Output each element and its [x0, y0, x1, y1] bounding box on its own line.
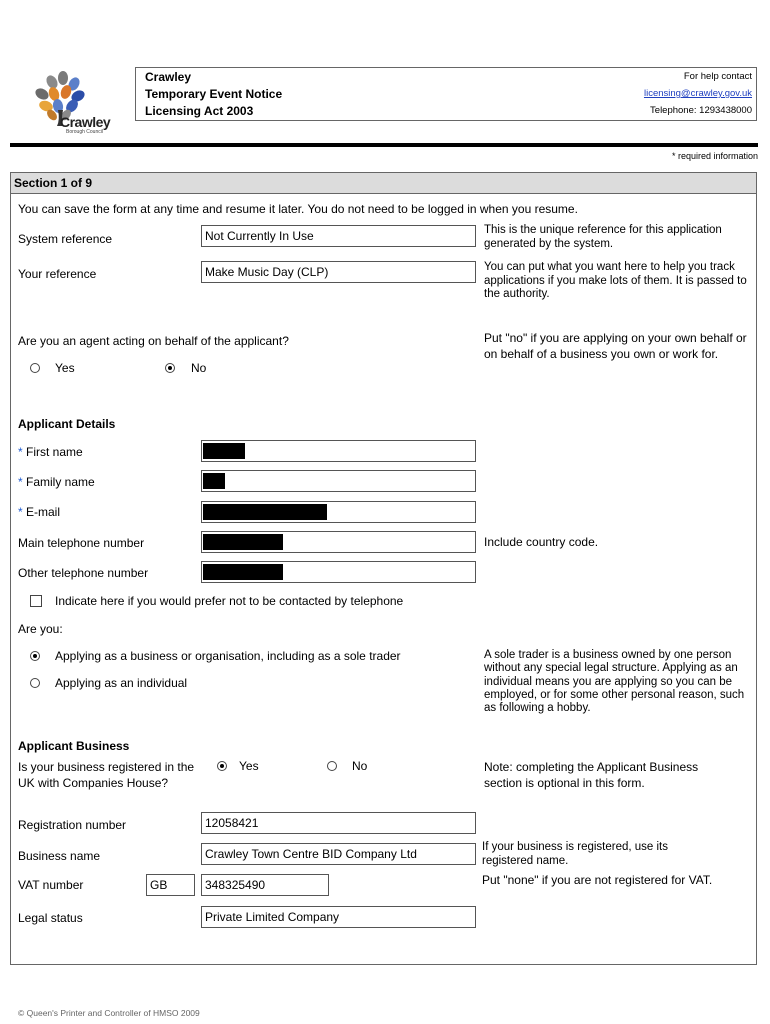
vat-prefix-field[interactable]: GB — [146, 874, 195, 896]
required-asterisk: * — [18, 445, 23, 459]
your-reference-label: Your reference — [18, 267, 97, 281]
email-label-text: E-mail — [26, 505, 61, 519]
required-asterisk: * — [18, 505, 23, 519]
individual-option-radio[interactable] — [30, 678, 40, 688]
agent-yes-radio[interactable] — [30, 363, 40, 373]
act-title: Licensing Act 2003 — [145, 104, 254, 118]
business-name-label: Business name — [18, 849, 101, 863]
registered-no-label: No — [352, 759, 368, 773]
registered-question: Is your business registered in the UK with Companies House? — [18, 760, 195, 790]
business-option-radio[interactable] — [30, 651, 40, 661]
section-intro: You can save the form at any time and resume it later. You do not need to be logged in when you resume. — [18, 202, 578, 216]
system-reference-field[interactable]: Not Currently In Use — [201, 225, 476, 247]
help-email-link[interactable]: licensing@crawley.gov.uk — [643, 88, 752, 99]
vat-help: Put "none" if you are not registered for VAT. — [482, 873, 713, 887]
help-contact-label: For help contact — [683, 71, 752, 82]
section-header-bar — [10, 172, 757, 194]
main-phone-field[interactable] — [201, 531, 476, 553]
legal-status-field[interactable]: Private Limited Company — [201, 906, 476, 928]
no-phone-contact-checkbox[interactable] — [30, 595, 42, 607]
business-option-label: Applying as a business or organisation, including as a sole trader — [55, 649, 401, 663]
redaction-block — [203, 564, 283, 580]
applicant-details-heading: Applicant Details — [18, 417, 116, 431]
family-name-label-text: Family name — [26, 475, 95, 489]
other-phone-label: Other telephone number — [18, 566, 149, 580]
your-reference-help: You can put what you want here to help you track applications if you make lots of them. It is passed to the authority. — [484, 261, 747, 300]
individual-option-label: Applying as an individual — [55, 676, 188, 690]
main-phone-help: Include country code. — [484, 535, 599, 549]
business-name-help: If your business is registered, use its registered name. — [482, 841, 668, 867]
copyright-footer: © Queen's Printer and Controller of HMSO 2009 — [18, 1008, 200, 1018]
council-name: Crawley — [145, 70, 192, 84]
email-label — [18, 505, 60, 519]
redaction-block — [203, 504, 327, 520]
registered-yes-radio[interactable] — [217, 761, 227, 771]
agent-no-label: No — [191, 361, 207, 375]
registered-yes-label: Yes — [239, 759, 259, 773]
first-name-label-text: First name — [26, 445, 83, 459]
section-title: Section 1 of 9 — [14, 176, 93, 190]
applicant-business-heading: Applicant Business — [18, 739, 130, 753]
help-phone: Telephone: 1293438000 — [650, 105, 752, 116]
redaction-block — [203, 534, 283, 550]
registration-number-label: Registration number — [18, 818, 127, 832]
business-note: Note: completing the Applicant Business section is optional in this form. — [484, 760, 699, 790]
agent-question: Are you an agent acting on behalf of the applicant? — [18, 334, 289, 348]
agent-no-radio[interactable] — [165, 363, 175, 373]
system-reference-label: System reference — [18, 232, 113, 246]
agent-yes-label: Yes — [55, 361, 75, 375]
no-phone-contact-label: Indicate here if you would prefer not to be contacted by telephone — [55, 594, 404, 608]
form-title: Temporary Event Notice — [145, 87, 283, 101]
first-name-label — [18, 445, 83, 459]
are-you-label: Are you: — [18, 622, 63, 636]
are-you-help: A sole trader is a business owned by one person without any special legal structure. Applying as an individual means you are applying so you can be employed, or for some other personal reason, such as following a hobby. — [484, 649, 745, 715]
family-name-label — [18, 475, 95, 489]
vat-number-field[interactable]: 348325490 — [201, 874, 329, 896]
system-reference-help: This is the unique reference for this application generated by the system. — [484, 224, 722, 250]
family-name-field[interactable] — [201, 470, 476, 492]
registration-number-field[interactable]: 12058421 — [201, 812, 476, 834]
email-field[interactable] — [201, 501, 476, 523]
registered-no-radio[interactable] — [327, 761, 337, 771]
vat-number-label: VAT number — [18, 878, 84, 892]
redaction-block — [203, 443, 245, 459]
logo-subtext: Borough Council — [66, 129, 103, 135]
required-asterisk: * — [18, 475, 23, 489]
other-phone-field[interactable] — [201, 561, 476, 583]
logo-text: Crawley — [60, 114, 111, 130]
redaction-block — [203, 473, 225, 489]
required-note: * required information — [671, 151, 758, 161]
agent-help: Put "no" if you are applying on your own behalf or on behalf of a business you own or work for. — [484, 331, 747, 361]
council-logo — [30, 68, 125, 138]
header-divider — [10, 143, 758, 147]
legal-status-label: Legal status — [18, 911, 83, 925]
your-reference-field[interactable]: Make Music Day (CLP) — [201, 261, 476, 283]
main-phone-label: Main telephone number — [18, 536, 145, 550]
first-name-field[interactable] — [201, 440, 476, 462]
business-name-field[interactable]: Crawley Town Centre BID Company Ltd — [201, 843, 476, 865]
